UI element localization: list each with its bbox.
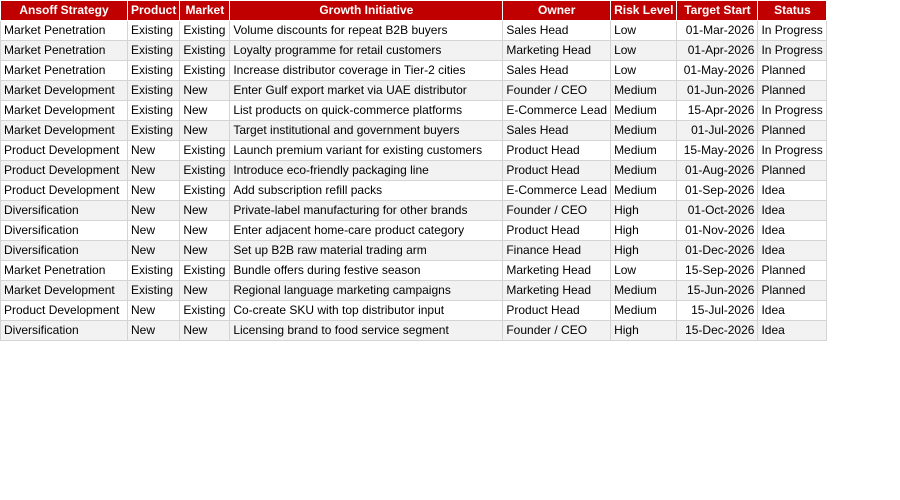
product-cell[interactable]: New — [128, 181, 180, 201]
market-cell[interactable]: Existing — [180, 141, 230, 161]
product-cell[interactable]: Existing — [128, 121, 180, 141]
product-cell[interactable]: Existing — [128, 101, 180, 121]
growth-initiative-cell[interactable]: List products on quick-commerce platforms — [230, 101, 503, 121]
market-cell[interactable]: Existing — [180, 161, 230, 181]
risk-level-cell[interactable]: High — [611, 321, 677, 341]
growth-initiative-cell[interactable]: Volume discounts for repeat B2B buyers — [230, 21, 503, 41]
owner-cell[interactable]: Product Head — [503, 141, 611, 161]
ansoff-strategy-cell[interactable]: Product Development — [1, 141, 128, 161]
status-cell[interactable]: Planned — [758, 81, 827, 101]
status-cell[interactable]: Planned — [758, 61, 827, 81]
table-row — [1, 281, 827, 301]
target-start-cell[interactable]: 15-Sep-2026 — [677, 261, 758, 281]
owner-cell[interactable]: Marketing Head — [503, 281, 611, 301]
growth-initiative-cell[interactable]: Enter adjacent home-care product category — [230, 221, 503, 241]
header-status[interactable]: Status — [758, 1, 827, 21]
market-cell[interactable]: Existing — [180, 301, 230, 321]
status-cell[interactable]: In Progress — [758, 141, 827, 161]
risk-level-cell[interactable]: High — [611, 201, 677, 221]
growth-initiative-cell[interactable]: Launch premium variant for existing customers — [230, 141, 503, 161]
owner-cell[interactable]: E-Commerce Lead — [503, 181, 611, 201]
status-cell[interactable]: In Progress — [758, 41, 827, 61]
risk-level-cell[interactable]: Low — [611, 21, 677, 41]
risk-level-cell[interactable]: Medium — [611, 101, 677, 121]
market-cell[interactable]: Existing — [180, 61, 230, 81]
status-cell[interactable]: Planned — [758, 161, 827, 181]
risk-level-cell[interactable]: Low — [611, 41, 677, 61]
owner-cell[interactable]: Founder / CEO — [503, 201, 611, 221]
status-cell[interactable]: Idea — [758, 241, 827, 261]
target-start-cell[interactable]: 01-Mar-2026 — [677, 21, 758, 41]
table-row — [1, 301, 827, 321]
table-row — [1, 321, 827, 341]
product-cell[interactable]: New — [128, 321, 180, 341]
product-cell[interactable]: Existing — [128, 281, 180, 301]
table-body — [1, 21, 827, 341]
target-start-cell[interactable]: 15-Jul-2026 — [677, 301, 758, 321]
table-row — [1, 141, 827, 161]
ansoff-strategy-cell[interactable]: Diversification — [1, 321, 128, 341]
ansoff-strategy-cell[interactable]: Market Development — [1, 81, 128, 101]
product-cell[interactable]: New — [128, 241, 180, 261]
table-row — [1, 21, 827, 41]
growth-initiative-cell[interactable]: Regional language marketing campaigns — [230, 281, 503, 301]
status-cell[interactable]: Planned — [758, 261, 827, 281]
product-cell[interactable]: Existing — [128, 81, 180, 101]
owner-cell[interactable]: Founder / CEO — [503, 81, 611, 101]
market-cell[interactable]: New — [180, 221, 230, 241]
header-target-start[interactable]: Target Start — [677, 1, 758, 21]
growth-initiative-cell[interactable]: Bundle offers during festive season — [230, 261, 503, 281]
risk-level-cell[interactable]: Medium — [611, 121, 677, 141]
ansoff-strategy-cell[interactable]: Market Penetration — [1, 261, 128, 281]
ansoff-strategy-cell[interactable]: Market Development — [1, 281, 128, 301]
status-cell[interactable]: Planned — [758, 281, 827, 301]
market-cell[interactable]: Existing — [180, 41, 230, 61]
product-cell[interactable]: New — [128, 221, 180, 241]
header-market[interactable]: Market — [180, 1, 230, 21]
growth-initiative-cell[interactable]: Loyalty programme for retail customers — [230, 41, 503, 61]
market-cell[interactable]: New — [180, 321, 230, 341]
table-row — [1, 61, 827, 81]
status-cell[interactable]: Idea — [758, 221, 827, 241]
market-cell[interactable]: New — [180, 241, 230, 261]
market-cell[interactable]: New — [180, 81, 230, 101]
ansoff-strategy-cell[interactable]: Market Development — [1, 121, 128, 141]
table-row — [1, 101, 827, 121]
market-cell[interactable]: New — [180, 281, 230, 301]
risk-level-cell[interactable]: Medium — [611, 181, 677, 201]
header-ansoff-strategy[interactable]: Ansoff Strategy — [1, 1, 128, 21]
ansoff-strategy-cell[interactable]: Market Penetration — [1, 61, 128, 81]
growth-initiative-cell[interactable]: Enter Gulf export market via UAE distributor — [230, 81, 503, 101]
header-row — [1, 1, 827, 21]
owner-cell[interactable]: Product Head — [503, 221, 611, 241]
ansoff-strategy-cell[interactable]: Diversification — [1, 201, 128, 221]
owner-cell[interactable]: Product Head — [503, 161, 611, 181]
risk-level-cell[interactable]: Medium — [611, 281, 677, 301]
product-cell[interactable]: Existing — [128, 61, 180, 81]
ansoff-strategy-cell[interactable]: Product Development — [1, 161, 128, 181]
header-owner[interactable]: Owner — [503, 1, 611, 21]
target-start-cell[interactable]: 01-Aug-2026 — [677, 161, 758, 181]
status-cell[interactable]: In Progress — [758, 101, 827, 121]
target-start-cell[interactable]: 01-Nov-2026 — [677, 221, 758, 241]
table-row — [1, 41, 827, 61]
owner-cell[interactable]: Marketing Head — [503, 41, 611, 61]
risk-level-cell[interactable]: High — [611, 221, 677, 241]
product-cell[interactable]: New — [128, 301, 180, 321]
product-cell[interactable]: Existing — [128, 41, 180, 61]
risk-level-cell[interactable]: Medium — [611, 301, 677, 321]
product-cell[interactable]: New — [128, 141, 180, 161]
owner-cell[interactable]: Finance Head — [503, 241, 611, 261]
ansoff-strategy-cell[interactable]: Market Development — [1, 101, 128, 121]
status-cell[interactable]: Planned — [758, 121, 827, 141]
target-start-cell[interactable]: 15-Apr-2026 — [677, 101, 758, 121]
growth-initiative-cell[interactable]: Target institutional and government buyers — [230, 121, 503, 141]
table-row — [1, 221, 827, 241]
target-start-cell[interactable]: 01-Jun-2026 — [677, 81, 758, 101]
table-row — [1, 121, 827, 141]
market-cell[interactable]: New — [180, 201, 230, 221]
market-cell[interactable]: Existing — [180, 21, 230, 41]
growth-initiative-cell[interactable]: Add subscription refill packs — [230, 181, 503, 201]
growth-initiative-cell[interactable]: Set up B2B raw material trading arm — [230, 241, 503, 261]
target-start-cell[interactable]: 01-May-2026 — [677, 61, 758, 81]
risk-level-cell[interactable]: Low — [611, 261, 677, 281]
target-start-cell[interactable]: 15-Jun-2026 — [677, 281, 758, 301]
target-start-cell[interactable]: 01-Sep-2026 — [677, 181, 758, 201]
status-cell[interactable]: Idea — [758, 201, 827, 221]
owner-cell[interactable]: E-Commerce Lead — [503, 101, 611, 121]
ansoff-strategy-cell[interactable]: Product Development — [1, 181, 128, 201]
product-cell[interactable]: New — [128, 161, 180, 181]
header-growth-initiative[interactable]: Growth Initiative — [230, 1, 503, 21]
ansoff-strategy-cell[interactable]: Diversification — [1, 221, 128, 241]
table-row — [1, 181, 827, 201]
product-cell[interactable]: Existing — [128, 21, 180, 41]
growth-initiative-cell[interactable]: Increase distributor coverage in Tier-2 cities — [230, 61, 503, 81]
status-cell[interactable]: Idea — [758, 301, 827, 321]
target-start-cell[interactable]: 15-Dec-2026 — [677, 321, 758, 341]
table-row — [1, 81, 827, 101]
owner-cell[interactable]: Sales Head — [503, 121, 611, 141]
risk-level-cell[interactable]: Medium — [611, 81, 677, 101]
header-product[interactable]: Product — [128, 1, 180, 21]
market-cell[interactable]: Existing — [180, 261, 230, 281]
owner-cell[interactable]: Marketing Head — [503, 261, 611, 281]
table-row — [1, 161, 827, 181]
growth-initiative-cell[interactable]: Private-label manufacturing for other brands — [230, 201, 503, 221]
status-cell[interactable]: In Progress — [758, 21, 827, 41]
product-cell[interactable]: Existing — [128, 261, 180, 281]
owner-cell[interactable]: Sales Head — [503, 61, 611, 81]
market-cell[interactable]: New — [180, 101, 230, 121]
growth-initiative-cell[interactable]: Co-create SKU with top distributor input — [230, 301, 503, 321]
target-start-cell[interactable]: 15-May-2026 — [677, 141, 758, 161]
risk-level-cell[interactable]: High — [611, 241, 677, 261]
product-cell[interactable]: New — [128, 201, 180, 221]
target-start-cell[interactable]: 01-Dec-2026 — [677, 241, 758, 261]
header-risk-level[interactable]: Risk Level — [611, 1, 677, 21]
owner-cell[interactable]: Product Head — [503, 301, 611, 321]
table-row — [1, 261, 827, 281]
risk-level-cell[interactable]: Medium — [611, 161, 677, 181]
ansoff-strategy-cell[interactable]: Market Penetration — [1, 21, 128, 41]
status-cell[interactable]: Idea — [758, 321, 827, 341]
market-cell[interactable]: Existing — [180, 181, 230, 201]
owner-cell[interactable]: Founder / CEO — [503, 321, 611, 341]
growth-initiative-cell[interactable]: Introduce eco-friendly packaging line — [230, 161, 503, 181]
target-start-cell[interactable]: 01-Apr-2026 — [677, 41, 758, 61]
status-cell[interactable]: Idea — [758, 181, 827, 201]
table-row — [1, 241, 827, 261]
risk-level-cell[interactable]: Medium — [611, 141, 677, 161]
table-row — [1, 201, 827, 221]
market-cell[interactable]: New — [180, 121, 230, 141]
growth-initiative-cell[interactable]: Licensing brand to food service segment — [230, 321, 503, 341]
target-start-cell[interactable]: 01-Oct-2026 — [677, 201, 758, 221]
ansoff-strategy-cell[interactable]: Market Penetration — [1, 41, 128, 61]
ansoff-strategy-cell[interactable]: Diversification — [1, 241, 128, 261]
target-start-cell[interactable]: 01-Jul-2026 — [677, 121, 758, 141]
risk-level-cell[interactable]: Low — [611, 61, 677, 81]
owner-cell[interactable]: Sales Head — [503, 21, 611, 41]
ansoff-strategy-cell[interactable]: Product Development — [1, 301, 128, 321]
